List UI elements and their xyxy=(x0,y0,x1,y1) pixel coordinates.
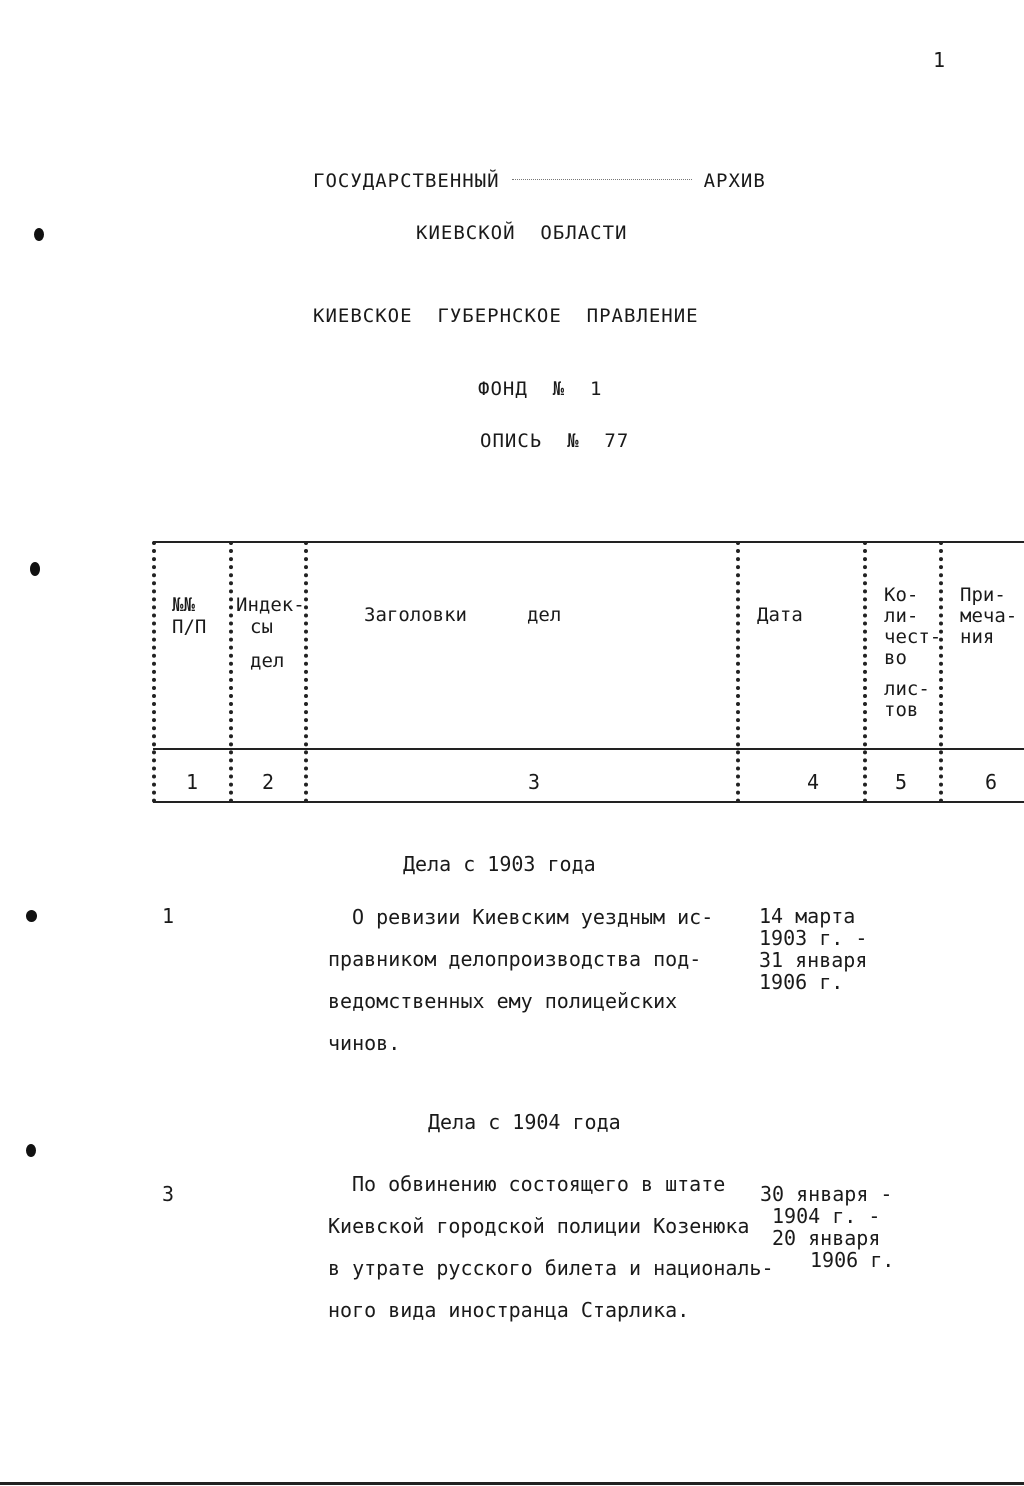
row-number: 1 xyxy=(162,904,175,928)
case-title-line: чинов. xyxy=(328,1031,401,1055)
header-count-line2: ли- xyxy=(884,605,919,627)
fond-number: ФОНД № 1 xyxy=(478,378,603,400)
column-number: 4 xyxy=(807,770,820,794)
col-divider xyxy=(863,541,867,803)
header-count-line5: лис- xyxy=(884,678,930,700)
header-index-line2: сы xyxy=(250,616,273,638)
header-count-line3: чест- xyxy=(884,626,942,648)
case-title xyxy=(328,1163,774,1331)
case-title-line: ного вида иностранца Старлика. xyxy=(328,1298,690,1322)
illegible-gap xyxy=(512,179,692,180)
punch-hole-mark xyxy=(30,562,40,576)
column-number: 1 xyxy=(186,770,199,794)
header-sheet-count xyxy=(884,585,941,721)
header-title xyxy=(364,604,561,626)
header-num-line2: П/П xyxy=(172,616,207,638)
case-date-line: 20 января xyxy=(772,1226,881,1250)
page-bottom-edge xyxy=(0,1482,1024,1485)
case-date-line: 1904 г. - xyxy=(772,1204,881,1228)
header-count-line4: во xyxy=(884,647,907,669)
case-date-line: 1903 г. - xyxy=(759,926,868,950)
header-notes-line2: меча- xyxy=(960,605,1018,627)
column-number: 6 xyxy=(985,770,998,794)
case-title-line: в утрате русского билета и националь- xyxy=(328,1256,774,1280)
opis-number: ОПИСЬ № 77 xyxy=(480,430,630,452)
row-number: 3 xyxy=(162,1182,175,1206)
header-notes-line3: ния xyxy=(960,626,995,648)
punch-hole-mark xyxy=(26,1144,36,1157)
case-date-line: 31 января xyxy=(759,948,868,972)
table-mid-rule xyxy=(153,748,1024,750)
header-count-line6: тов xyxy=(884,699,919,721)
punch-hole-mark xyxy=(26,910,37,922)
case-date xyxy=(759,905,867,993)
case-date-line: 1906 г. xyxy=(810,1248,895,1272)
punch-hole-mark xyxy=(34,228,44,241)
case-title xyxy=(328,896,713,1064)
case-date-line: 1906 г. xyxy=(759,970,844,994)
case-title-line: ведомственных ему полицейских xyxy=(328,989,678,1013)
region-name: КИЕВСКОЙ ОБЛАСТИ xyxy=(416,222,628,244)
header-num-line1: №№ xyxy=(172,594,195,616)
header-index-line1: Индек- xyxy=(236,594,305,616)
case-title-line: Киевской городской полиции Козенюка xyxy=(328,1214,750,1238)
header-index-line3: дел xyxy=(250,650,285,672)
case-date-line: 30 января - xyxy=(760,1182,893,1206)
case-title-line: О ревизии Киевским уездным ис- xyxy=(352,905,714,929)
col-divider xyxy=(736,541,740,803)
case-date-line: 14 марта xyxy=(759,904,856,928)
page-number: 1 xyxy=(933,48,946,72)
archive-name xyxy=(313,170,766,192)
case-date xyxy=(760,1183,894,1271)
section-heading: Дела с 1904 года xyxy=(428,1110,621,1134)
header-title-word2: дел xyxy=(526,604,562,626)
col-divider xyxy=(229,541,233,803)
table-top-rule xyxy=(153,541,1024,543)
column-number: 3 xyxy=(528,770,541,794)
case-title-line: правником делопроизводства под- xyxy=(328,947,702,971)
case-title-line: По обвинению состоящего в штате xyxy=(352,1172,726,1196)
header-index xyxy=(236,594,305,672)
header-notes-line1: При- xyxy=(960,584,1006,606)
header-notes xyxy=(960,585,1017,648)
column-number: 5 xyxy=(895,770,908,794)
column-number: 2 xyxy=(262,770,275,794)
table-bottom-rule xyxy=(153,801,1024,803)
header-num xyxy=(172,594,206,638)
col-divider xyxy=(152,541,156,803)
archive-name-left: ГОСУДАРСТВЕННЫЙ xyxy=(313,170,500,192)
col-divider xyxy=(304,541,308,803)
header-date: Дата xyxy=(757,604,803,626)
header-count-line1: Ко- xyxy=(884,584,919,606)
archive-name-right: АРХИВ xyxy=(703,170,766,192)
section-heading: Дела с 1903 года xyxy=(403,852,596,876)
header-title-word1: Заголовки xyxy=(364,604,467,626)
institution-name: КИЕВСКОЕ ГУБЕРНСКОЕ ПРАВЛЕНИЕ xyxy=(313,305,699,327)
